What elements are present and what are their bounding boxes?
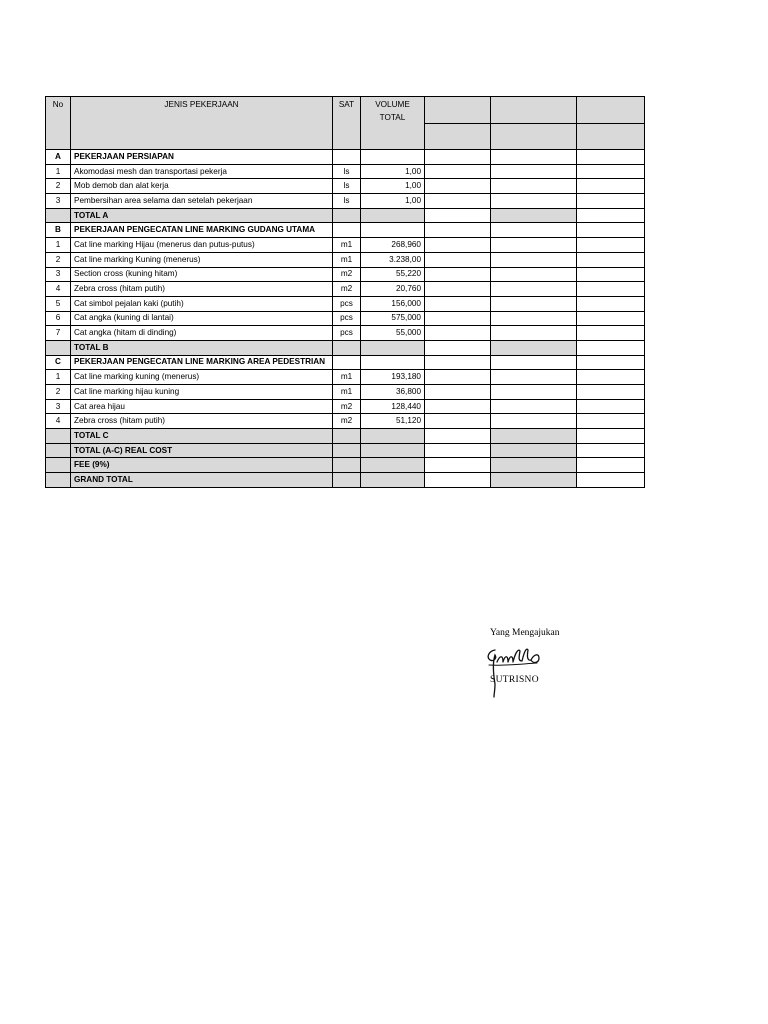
table-row	[46, 399, 645, 414]
section-code: A	[46, 150, 71, 165]
item-unit: m2	[333, 399, 361, 414]
item-empty-2	[491, 326, 577, 341]
item-no: 1	[46, 370, 71, 385]
summary-vol	[361, 473, 425, 488]
header-volume-line1: VOLUME	[375, 100, 410, 109]
item-empty-3	[577, 179, 645, 194]
summary-row	[46, 443, 645, 458]
item-empty-2	[491, 370, 577, 385]
item-description: Mob demob dan alat kerja	[71, 179, 333, 194]
signer-name: SUTRISNO	[490, 675, 539, 685]
header-volume-line2: TOTAL	[379, 113, 406, 122]
item-empty-3	[577, 282, 645, 297]
item-empty-2	[491, 296, 577, 311]
item-empty-1	[425, 252, 491, 267]
section-title: PEKERJAAN PENGECATAN LINE MARKING AREA PEDESTRIAN	[71, 355, 333, 370]
total-no	[46, 208, 71, 223]
section-title: PEKERJAAN PERSIAPAN	[71, 150, 333, 165]
section-empty-2	[491, 223, 577, 238]
item-no: 4	[46, 414, 71, 429]
summary-no	[46, 458, 71, 473]
item-volume: 575,000	[361, 311, 425, 326]
item-volume: 36,800	[361, 385, 425, 400]
total-sat	[333, 340, 361, 355]
item-empty-2	[491, 282, 577, 297]
table-row	[46, 252, 645, 267]
header-sub-2	[491, 124, 577, 150]
total-vol	[361, 208, 425, 223]
item-no: 4	[46, 282, 71, 297]
item-empty-2	[491, 385, 577, 400]
total-label: TOTAL C	[71, 429, 333, 444]
item-unit: ls	[333, 194, 361, 209]
section-empty-3	[577, 223, 645, 238]
item-volume: 55,220	[361, 267, 425, 282]
item-empty-1	[425, 399, 491, 414]
item-unit: m1	[333, 370, 361, 385]
summary-label: GRAND TOTAL	[71, 473, 333, 488]
item-empty-2	[491, 164, 577, 179]
item-description: Cat line marking Hijau (menerus dan putus-putus)	[71, 238, 333, 253]
section-vol	[361, 223, 425, 238]
item-empty-2	[491, 252, 577, 267]
item-no: 1	[46, 164, 71, 179]
item-volume: 3.238,00	[361, 252, 425, 267]
item-empty-3	[577, 238, 645, 253]
total-empty-3	[577, 340, 645, 355]
header-empty-2	[491, 97, 577, 124]
item-empty-1	[425, 282, 491, 297]
item-empty-3	[577, 252, 645, 267]
item-empty-1	[425, 267, 491, 282]
summary-empty-1	[425, 443, 491, 458]
summary-sat	[333, 458, 361, 473]
section-code: C	[46, 355, 71, 370]
total-label: TOTAL A	[71, 208, 333, 223]
table-row	[46, 326, 645, 341]
summary-label: FEE (9%)	[71, 458, 333, 473]
summary-sat	[333, 473, 361, 488]
summary-no	[46, 473, 71, 488]
total-empty-2	[491, 429, 577, 444]
section-sat	[333, 355, 361, 370]
header-empty-3	[577, 97, 645, 124]
item-empty-3	[577, 267, 645, 282]
total-empty-2	[491, 340, 577, 355]
header-sub-1	[425, 124, 491, 150]
total-vol	[361, 429, 425, 444]
section-empty-3	[577, 150, 645, 165]
signature-label: Yang Mengajukan	[490, 628, 560, 638]
header-row	[46, 97, 645, 124]
total-empty-3	[577, 208, 645, 223]
item-unit: pcs	[333, 296, 361, 311]
handwritten-signature	[485, 640, 547, 698]
summary-row	[46, 473, 645, 488]
item-empty-1	[425, 414, 491, 429]
item-unit: pcs	[333, 326, 361, 341]
item-empty-3	[577, 164, 645, 179]
total-no	[46, 340, 71, 355]
item-unit: ls	[333, 164, 361, 179]
item-empty-2	[491, 194, 577, 209]
item-description: Akomodasi mesh dan transportasi pekerja	[71, 164, 333, 179]
item-unit: pcs	[333, 311, 361, 326]
total-row	[46, 208, 645, 223]
total-label: TOTAL B	[71, 340, 333, 355]
item-unit: m1	[333, 385, 361, 400]
item-unit: m1	[333, 238, 361, 253]
summary-vol	[361, 458, 425, 473]
item-description: Cat simbol pejalan kaki (putih)	[71, 296, 333, 311]
section-empty-1	[425, 223, 491, 238]
item-volume: 193,180	[361, 370, 425, 385]
header-no: No	[46, 97, 71, 150]
item-unit: m2	[333, 267, 361, 282]
item-empty-1	[425, 370, 491, 385]
item-volume: 55,000	[361, 326, 425, 341]
item-description: Cat line marking Kuning (menerus)	[71, 252, 333, 267]
section-vol	[361, 355, 425, 370]
item-empty-2	[491, 238, 577, 253]
table-row	[46, 164, 645, 179]
item-empty-2	[491, 267, 577, 282]
summary-row	[46, 458, 645, 473]
item-empty-3	[577, 326, 645, 341]
total-sat	[333, 208, 361, 223]
table-row	[46, 194, 645, 209]
section-sat	[333, 223, 361, 238]
summary-sat	[333, 443, 361, 458]
section-empty-2	[491, 150, 577, 165]
item-volume: 268,960	[361, 238, 425, 253]
header-sub-3	[577, 124, 645, 150]
item-empty-1	[425, 326, 491, 341]
item-volume: 1,00	[361, 194, 425, 209]
summary-empty-2	[491, 458, 577, 473]
item-empty-1	[425, 311, 491, 326]
item-no: 3	[46, 267, 71, 282]
table-row	[46, 296, 645, 311]
section-header-row	[46, 355, 645, 370]
item-no: 5	[46, 296, 71, 311]
table-row	[46, 238, 645, 253]
total-empty-3	[577, 429, 645, 444]
total-empty-1	[425, 208, 491, 223]
item-unit: m2	[333, 282, 361, 297]
summary-vol	[361, 443, 425, 458]
table-row	[46, 311, 645, 326]
total-sat	[333, 429, 361, 444]
item-empty-3	[577, 370, 645, 385]
item-no: 7	[46, 326, 71, 341]
item-no: 6	[46, 311, 71, 326]
section-title: PEKERJAAN PENGECATAN LINE MARKING GUDANG UTAMA	[71, 223, 333, 238]
boq-table	[45, 96, 645, 488]
section-sat	[333, 150, 361, 165]
table-row	[46, 179, 645, 194]
item-empty-2	[491, 311, 577, 326]
item-empty-2	[491, 414, 577, 429]
summary-no	[46, 443, 71, 458]
item-volume: 1,00	[361, 179, 425, 194]
section-empty-2	[491, 355, 577, 370]
item-empty-3	[577, 194, 645, 209]
item-no: 3	[46, 399, 71, 414]
item-description: Section cross (kuning hitam)	[71, 267, 333, 282]
item-volume: 1,00	[361, 164, 425, 179]
item-unit: m1	[333, 252, 361, 267]
section-empty-1	[425, 355, 491, 370]
item-description: Pembersihan area selama dan setelah pekerjaan	[71, 194, 333, 209]
item-description: Zebra cross (hitam putih)	[71, 282, 333, 297]
header-sat: SAT	[333, 97, 361, 150]
total-no	[46, 429, 71, 444]
item-no: 1	[46, 238, 71, 253]
item-description: Cat line marking hijau kuning	[71, 385, 333, 400]
item-volume: 156,000	[361, 296, 425, 311]
section-code: B	[46, 223, 71, 238]
summary-empty-3	[577, 473, 645, 488]
section-empty-1	[425, 150, 491, 165]
item-empty-1	[425, 164, 491, 179]
item-description: Cat area hijau	[71, 399, 333, 414]
item-description: Cat angka (kuning di lantai)	[71, 311, 333, 326]
item-empty-3	[577, 311, 645, 326]
total-row	[46, 429, 645, 444]
item-volume: 128,440	[361, 399, 425, 414]
item-empty-1	[425, 179, 491, 194]
total-empty-2	[491, 208, 577, 223]
summary-empty-3	[577, 443, 645, 458]
item-empty-2	[491, 399, 577, 414]
item-empty-3	[577, 399, 645, 414]
item-unit: ls	[333, 179, 361, 194]
item-empty-3	[577, 414, 645, 429]
item-empty-1	[425, 296, 491, 311]
summary-empty-1	[425, 458, 491, 473]
item-description: Zebra cross (hitam putih)	[71, 414, 333, 429]
total-vol	[361, 340, 425, 355]
item-empty-2	[491, 179, 577, 194]
item-volume: 20,760	[361, 282, 425, 297]
item-no: 2	[46, 385, 71, 400]
section-header-row	[46, 150, 645, 165]
table-row	[46, 385, 645, 400]
summary-empty-3	[577, 458, 645, 473]
item-empty-1	[425, 238, 491, 253]
item-no: 2	[46, 179, 71, 194]
summary-empty-2	[491, 443, 577, 458]
item-description: Cat line marking kuning (menerus)	[71, 370, 333, 385]
summary-label: TOTAL (A-C) REAL COST	[71, 443, 333, 458]
item-description: Cat angka (hitam di dinding)	[71, 326, 333, 341]
item-no: 3	[46, 194, 71, 209]
header-jenis: JENIS PEKERJAAN	[71, 97, 333, 150]
section-header-row	[46, 223, 645, 238]
item-volume: 51,120	[361, 414, 425, 429]
item-empty-3	[577, 385, 645, 400]
item-unit: m2	[333, 414, 361, 429]
total-empty-1	[425, 429, 491, 444]
section-vol	[361, 150, 425, 165]
item-empty-1	[425, 194, 491, 209]
total-empty-1	[425, 340, 491, 355]
item-no: 2	[46, 252, 71, 267]
summary-empty-2	[491, 473, 577, 488]
table-row	[46, 267, 645, 282]
header-empty-1	[425, 97, 491, 124]
item-empty-3	[577, 296, 645, 311]
item-empty-1	[425, 385, 491, 400]
summary-empty-1	[425, 473, 491, 488]
section-empty-3	[577, 355, 645, 370]
table-row	[46, 370, 645, 385]
total-row	[46, 340, 645, 355]
header-volume	[361, 97, 425, 150]
table-row	[46, 414, 645, 429]
table-row	[46, 282, 645, 297]
